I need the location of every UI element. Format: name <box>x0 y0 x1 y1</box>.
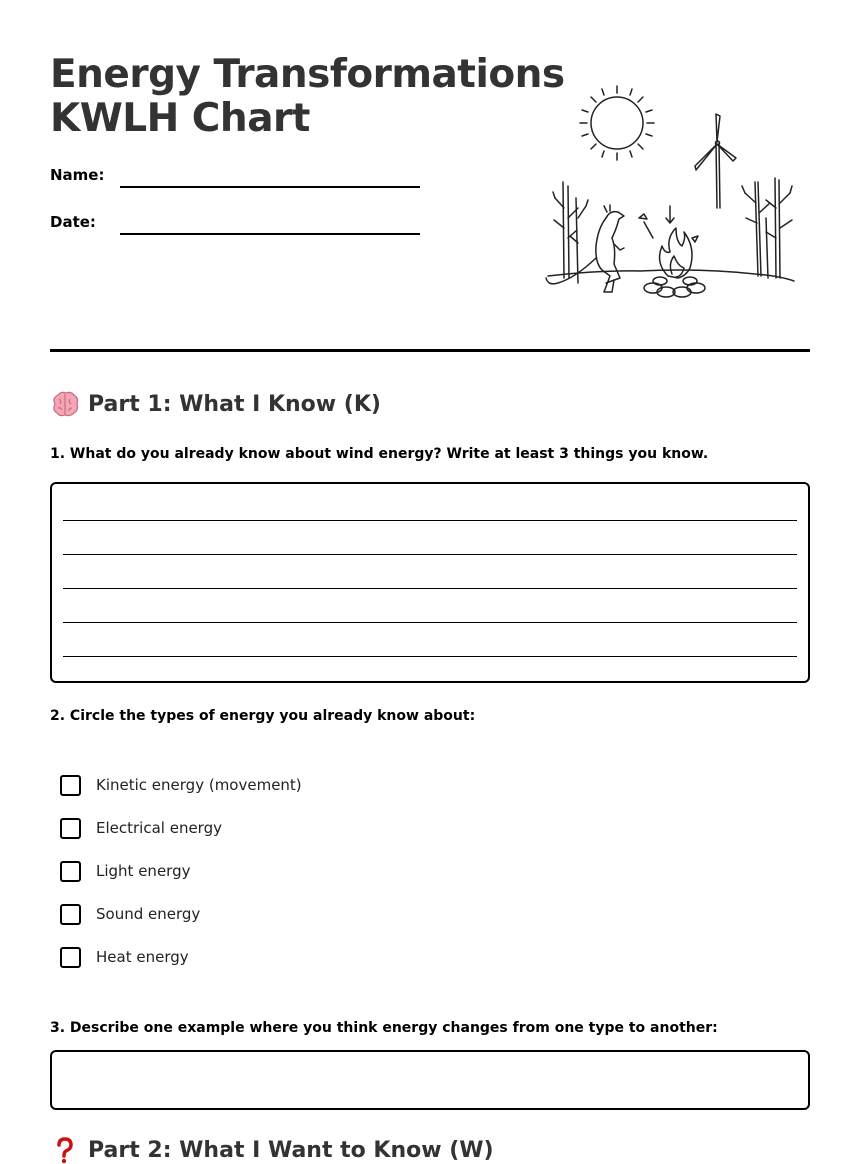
checkbox[interactable] <box>60 947 81 968</box>
option-label: Kinetic energy (movement) <box>96 776 302 794</box>
writing-line <box>63 656 797 657</box>
checkbox[interactable] <box>60 904 81 925</box>
checkbox[interactable] <box>60 775 81 796</box>
tree-icon <box>742 178 792 278</box>
part1-heading <box>50 390 381 418</box>
title-line-1: Energy Transformations <box>50 52 565 97</box>
question-3: 3. Describe one example where you think energy changes from one type to another: <box>50 1020 718 1036</box>
campfire-icon <box>639 206 705 297</box>
answer-box-q3[interactable] <box>50 1050 810 1110</box>
writing-line <box>63 622 797 623</box>
option-heat[interactable] <box>60 944 189 970</box>
date-field[interactable] <box>50 213 420 243</box>
title-line-2: KWLH Chart <box>50 96 310 141</box>
kangaroo-icon <box>546 205 624 292</box>
header-divider <box>50 349 810 352</box>
option-label: Light energy <box>96 862 191 880</box>
writing-line <box>63 520 797 521</box>
sun-icon <box>580 86 654 160</box>
wind-turbine-icon <box>695 114 736 208</box>
name-label: Name: <box>50 166 105 184</box>
name-underline[interactable] <box>120 186 420 188</box>
option-label: Sound energy <box>96 905 201 923</box>
part1-heading-text: Part 1: What I Know (K) <box>88 391 381 417</box>
date-underline[interactable] <box>120 233 420 235</box>
name-field[interactable] <box>50 166 420 196</box>
checkbox[interactable] <box>60 818 81 839</box>
page-title <box>50 53 565 141</box>
option-sound[interactable] <box>60 901 200 927</box>
question-mark-icon <box>50 1136 80 1164</box>
writing-line <box>63 554 797 555</box>
checkbox[interactable] <box>60 861 81 882</box>
tree-icon <box>553 182 588 283</box>
answer-box-q1[interactable] <box>50 482 810 683</box>
writing-line <box>63 588 797 589</box>
option-label: Electrical energy <box>96 819 222 837</box>
question-2: 2. Circle the types of energy you already know about: <box>50 708 476 724</box>
date-label: Date: <box>50 213 96 231</box>
part2-heading <box>50 1136 494 1164</box>
energy-illustration <box>540 78 800 306</box>
brain-icon <box>50 390 80 418</box>
option-label: Heat energy <box>96 948 189 966</box>
option-light[interactable] <box>60 858 190 884</box>
part2-heading-text: Part 2: What I Want to Know (W) <box>88 1137 494 1163</box>
question-1: 1. What do you already know about wind energy? Write at least 3 things you know. <box>50 446 709 462</box>
option-kinetic[interactable] <box>60 772 302 798</box>
option-electrical[interactable] <box>60 815 222 841</box>
